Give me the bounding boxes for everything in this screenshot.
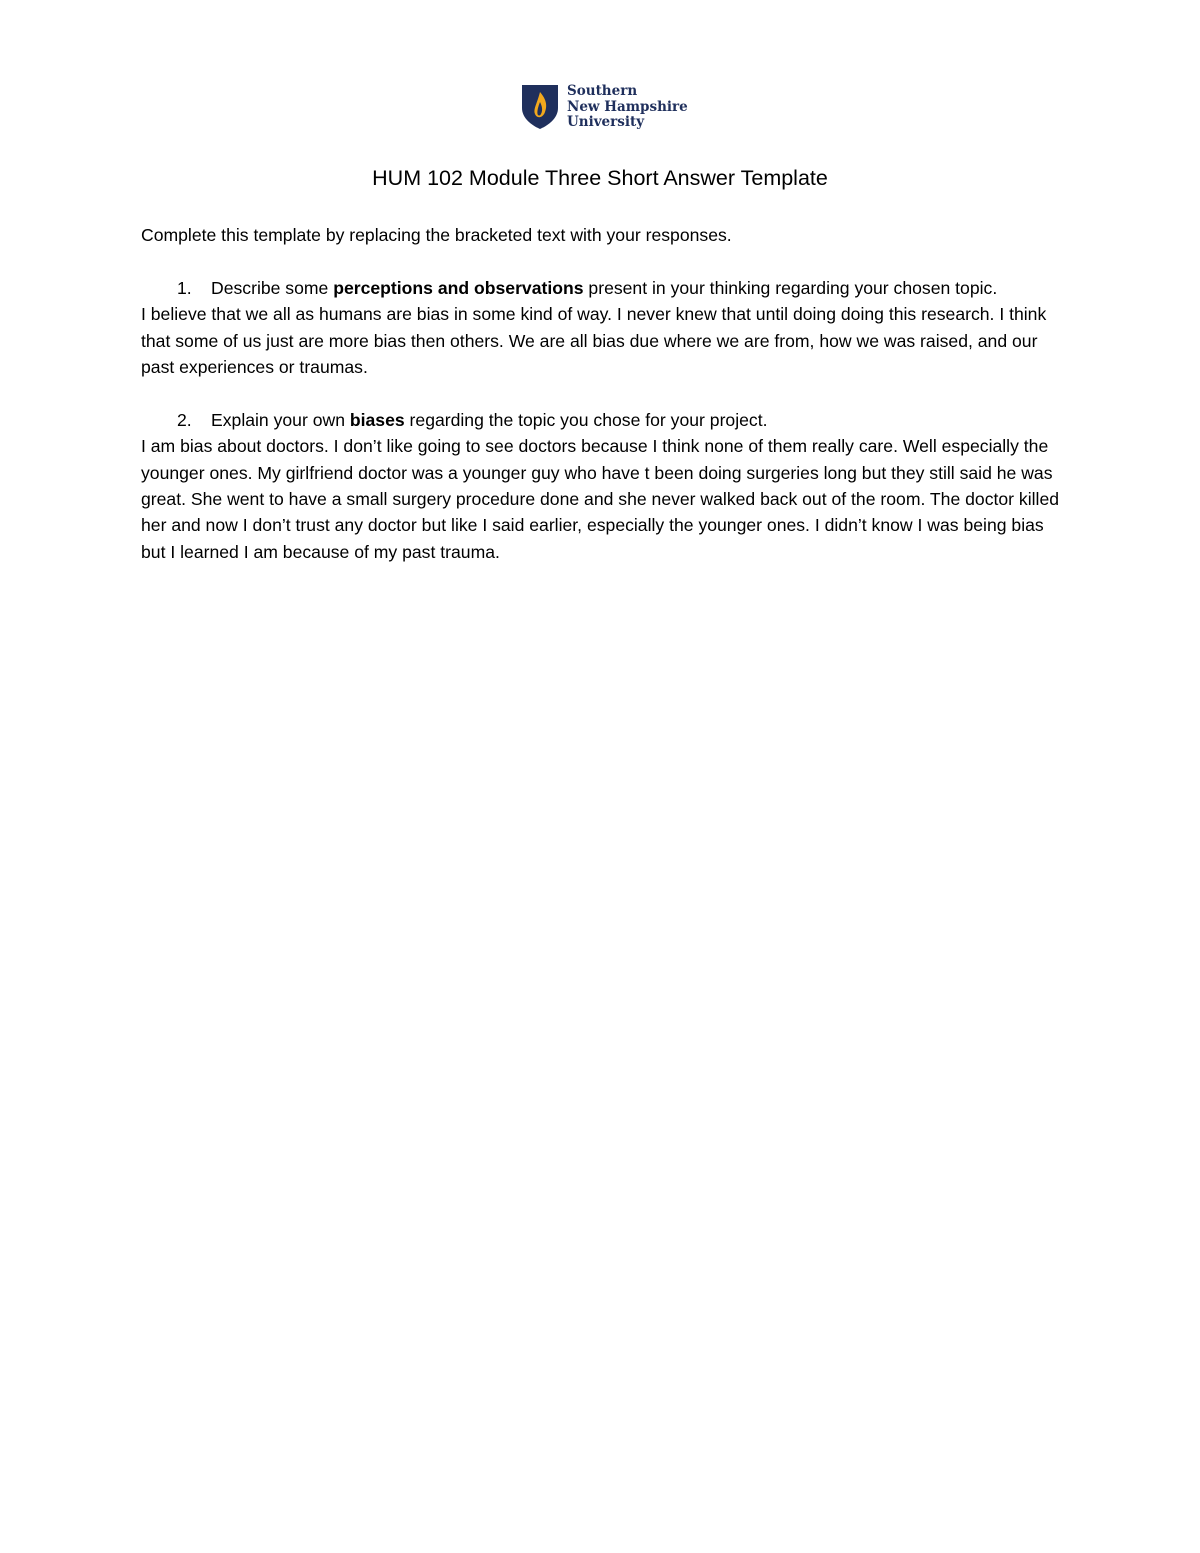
snhu-logo xyxy=(521,84,691,132)
logo-line-3: University xyxy=(567,114,645,130)
instructions-text: Complete this template by replacing the bracketed text with your responses. xyxy=(141,225,732,245)
question-1-bold: perceptions and observations xyxy=(333,277,584,298)
question-2-bold: biases xyxy=(349,409,405,430)
spacer xyxy=(141,380,1061,406)
question-1 xyxy=(141,275,1061,301)
answer-1: I believe that we all as humans are bias in some kind of way. I never knew that until doing doing this research. I think that some of us just are more bias then others. We are all bias due where we are from, how we was raised, and our past experiences or traumas. xyxy=(141,304,1047,378)
document-title: HUM 102 Module Three Short Answer Template xyxy=(372,166,828,190)
answer-2: I am bias about doctors. I don’t like going to see doctors because I think none of them really care. Well especially the younger ones. My girlfriend doctor was a younger guy who have t been doing surgeries long but they still said he was great. She went to have a small surgery procedure done and she never walked back out of the room. The doctor killed her and now I don’t trust any doctor but like I said earlier, especially the younger ones. I didn’t know I was being bias but I learned I am because of my past trauma. xyxy=(141,436,1060,562)
question-1-prefix: Describe some xyxy=(211,277,334,298)
question-1-suffix: present in your thinking regarding your chosen topic. xyxy=(583,277,998,298)
question-2-suffix: regarding the topic you chose for your project. xyxy=(404,409,768,430)
question-2 xyxy=(141,407,1061,433)
document-body xyxy=(141,222,1061,565)
shield-flame-icon xyxy=(521,84,559,130)
question-1-number: 1. xyxy=(177,277,192,298)
logo-wordmark xyxy=(567,84,688,131)
question-2-prefix: Explain your own xyxy=(211,409,350,430)
logo-line-1: Southern xyxy=(567,83,638,99)
logo-line-2: New Hampshire xyxy=(567,98,688,115)
question-2-number: 2. xyxy=(177,409,192,430)
